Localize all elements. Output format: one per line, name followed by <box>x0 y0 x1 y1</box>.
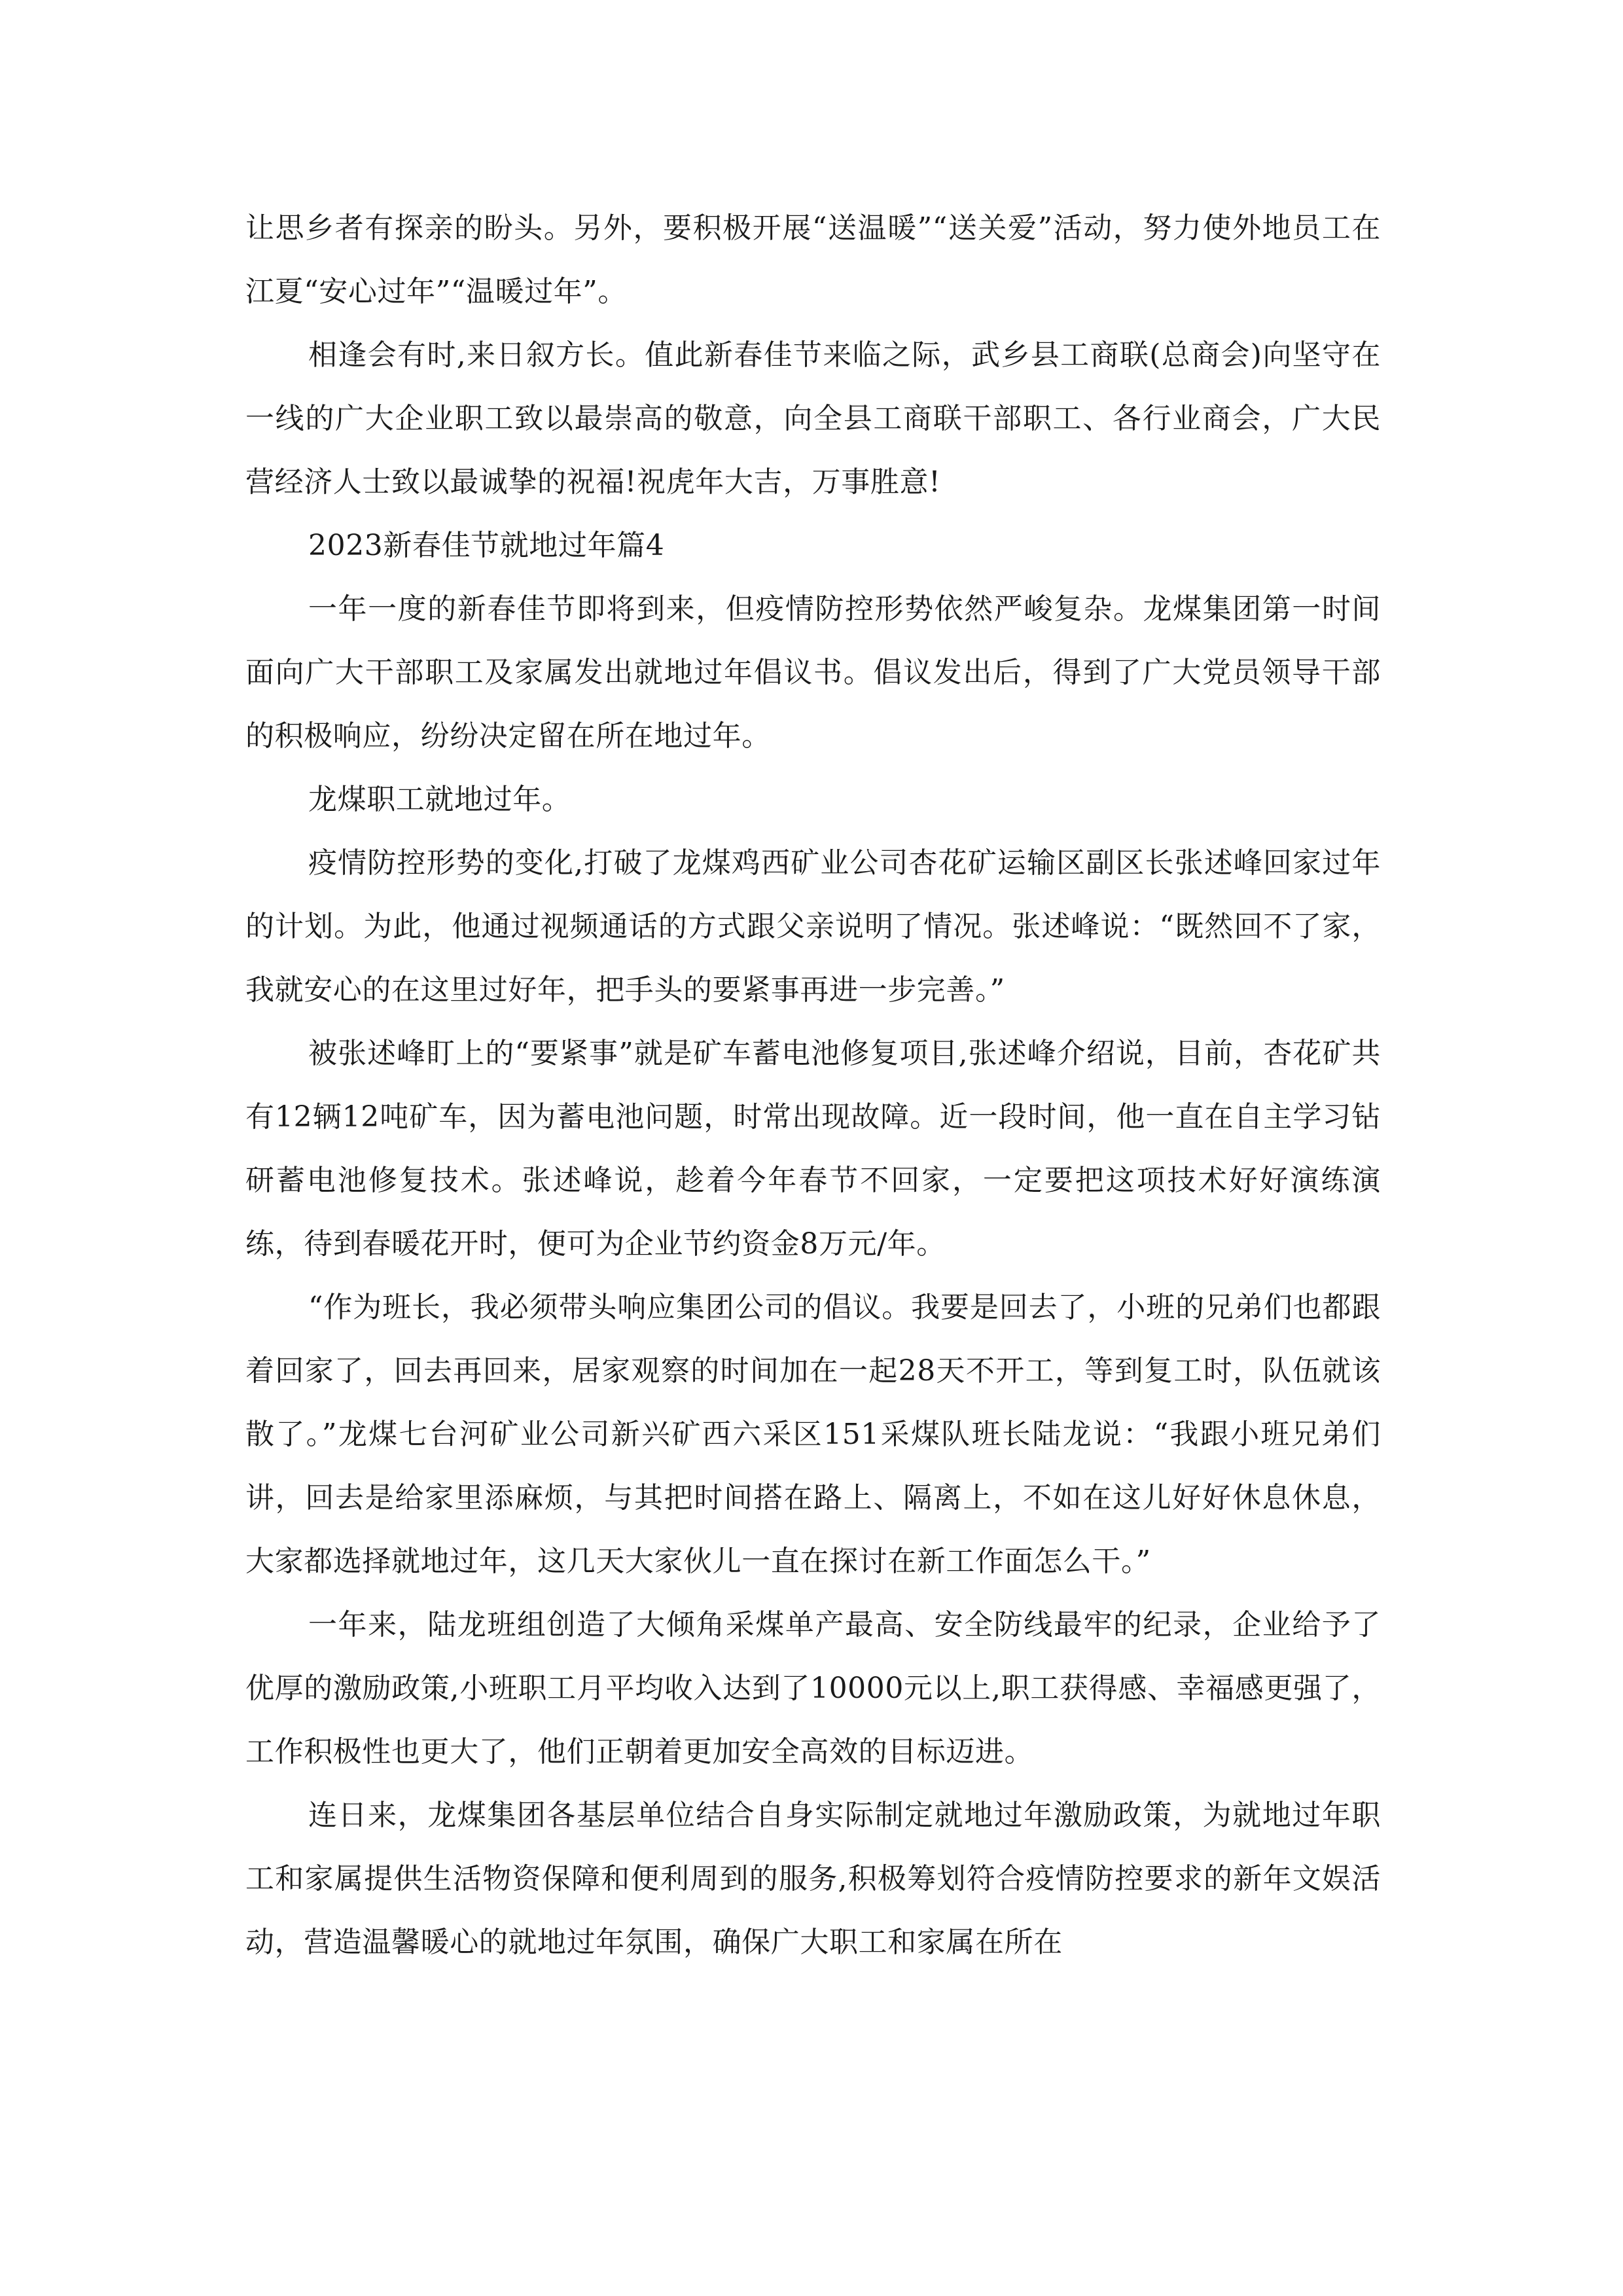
paragraph-continuation: 让思乡者有探亲的盼头。另外，要积极开展“送温暖”“送关爱”活动，努力使外地员工在江夏“安心过年”“温暖过年”。 <box>245 211 1381 308</box>
paragraph: 一年来，陆龙班组创造了大倾角采煤单产最高、安全防线最牢的纪录，企业给予了优厚的激励政策,小班职工月平均收入达到了10000元以上,职工获得感、幸福感更强了，工作积极性也更大了，他们正朝着更加安全高效的目标迈进。 <box>245 1608 1381 1768</box>
paragraph: “作为班长，我必须带头响应集团公司的倡议。我要是回去了，小班的兄弟们也都跟着回家了，回去再回来，居家观察的时间加在一起28天不开工，等到复工时，队伍就该散了。”龙煤七台河矿业公司新兴矿西六采区151采煤队班长陆龙说：“我跟小班兄弟们讲，回去是给家里添麻烦，与其把时间搭在路上、隔离上，不如在这儿好好休息休息，大家都选择就地过年，这几天大家伙儿一直在探讨在新工作面怎么干。” <box>245 1291 1381 1578</box>
section-heading: 2023新春佳节就地过年篇4 <box>308 529 665 562</box>
paragraph: 疫情防控形势的变化,打破了龙煤鸡西矿业公司杏花矿运输区副区长张述峰回家过年的计划。为此，他通过视频通话的方式跟父亲说明了情况。张述峰说：“既然回不了家，我就安心的在这里过好年，把手头的要紧事再进一步完善。” <box>245 846 1381 1007</box>
paragraph: 龙煤职工就地过年。 <box>308 783 571 816</box>
document-body <box>245 196 1381 1974</box>
paragraph: 被张述峰盯上的“要紧事”就是矿车蓄电池修复项目,张述峰介绍说，目前，杏花矿共有12辆12吨矿车，因为蓄电池问题，时常出现故障。近一段时间，他一直在自主学习钻研蓄电池修复技术。张述峰说，趁着今年春节不回家，一定要把这项技术好好演练演练，待到春暖花开时，便可为企业节约资金8万元/年。 <box>245 1037 1381 1261</box>
paragraph: 相逢会有时,来日叙方长。值此新春佳节来临之际，武乡县工商联(总商会)向坚守在一线的广大企业职工致以最崇高的敬意，向全县工商联干部职工、各行业商会，广大民营经济人士致以最诚挚的祝福!祝虎年大吉，万事胜意! <box>245 338 1381 499</box>
paragraph: 一年一度的新春佳节即将到来，但疫情防控形势依然严峻复杂。龙煤集团第一时间面向广大干部职工及家属发出就地过年倡议书。倡议发出后，得到了广大党员领导干部的积极响应，纷纷决定留在所在地过年。 <box>245 592 1381 753</box>
paragraph: 连日来，龙煤集团各基层单位结合自身实际制定就地过年激励政策，为就地过年职工和家属提供生活物资保障和便利周到的服务,积极筹划符合疫情防控要求的新年文娱活动，营造温馨暖心的就地过年氛围，确保广大职工和家属在所在 <box>245 1799 1381 1959</box>
